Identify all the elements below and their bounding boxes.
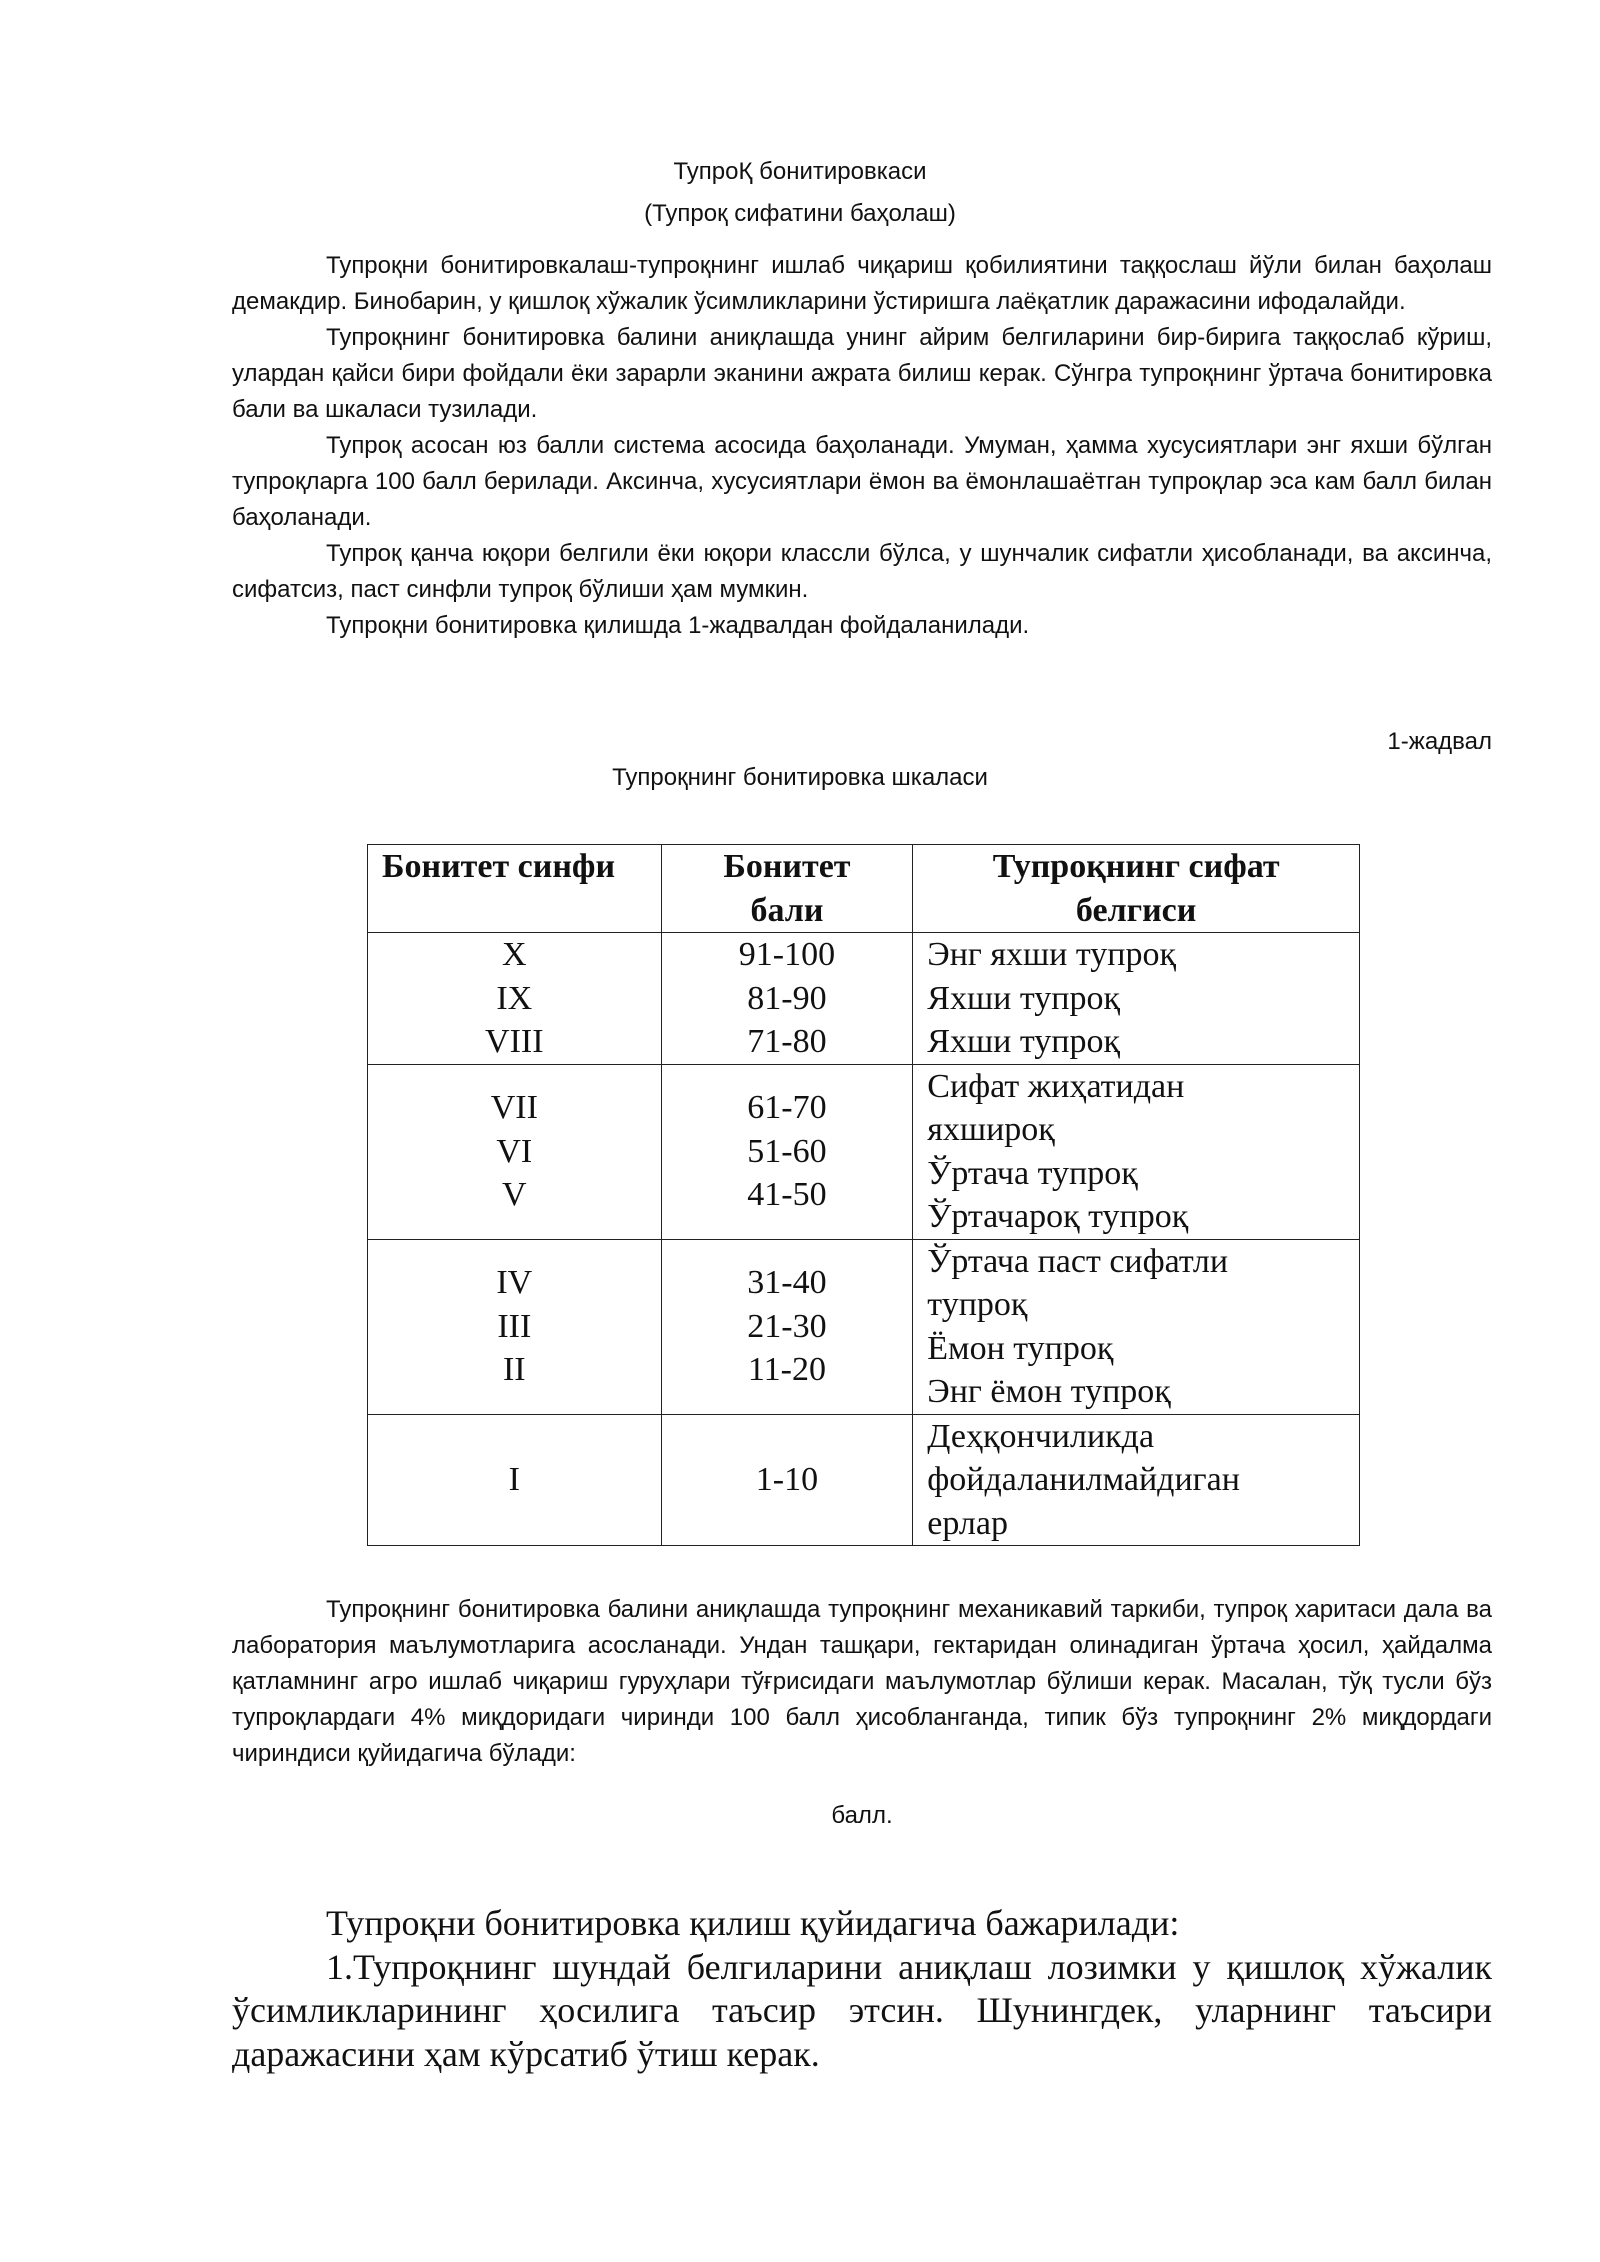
table-row: [368, 1414, 1360, 1546]
after-table-paragraph: Тупроқнинг бонитировка балини аниқлашда тупроқнинг механикавий таркиби, тупроқ харитаси дала ва лаборатория маълумотларига асосланади. Ундан ташқари, гектаридан олинадиган ўртача ҳосил, ҳайдалма қатламнинг агро ишлаб чиқариш гуруҳлари тўғрисидаги маълумотлар бўлиши керак. Масалан, тўқ тусли бўз тупроқлардаги 4% миқдоридаги чиринди 100 балл ҳисобланганда, типик бўз тупроқнинг 2% миқдордаги чириндиси қуйидагича бўлади:: [232, 1596, 1492, 1767]
document-title: ТупроҚ бонитировкаси: [673, 158, 927, 185]
quality-cell: Энг яхши тупроқ Яхши тупроқ Яхши тупроқ: [913, 933, 1360, 1065]
class-cell: X IX VIII: [368, 933, 662, 1065]
header-class: Бонитет синфи: [368, 845, 662, 933]
bonitet-scale-table: [367, 844, 1360, 1546]
class-cell: IV III II: [368, 1239, 662, 1414]
formula-result: балл.: [831, 1802, 893, 1829]
quality-cell: Деҳқончиликда фойдаланилмайдиган ерлар: [913, 1414, 1360, 1546]
header-quality: Тупроқнинг сифат белгиси: [913, 845, 1360, 933]
intro-paragraph: Тупроқни бонитировкалаш-тупроқнинг ишлаб чиқариш қобилиятини таққослаш йўли билан баҳолаш демакдир. Бинобарин, у қишлоқ хўжалик ўсимликларини ўстиришга лаёқатлик даражасини ифодалайди.: [232, 252, 1492, 315]
quality-cell: Сифат жиҳатидан яхшироқ Ўртача тупроқ Ўртачароқ тупроқ: [913, 1064, 1360, 1239]
class-cell: I: [368, 1414, 662, 1546]
intro-text: [232, 248, 1492, 644]
class-cell: VII VI V: [368, 1064, 662, 1239]
procedure-step-1: 1.Тупроқнинг шундай белгиларини аниқлаш лозимки у қишлоқ хўжалик ўсимликларининг ҳосилига таъсир этсин. Шунингдек, уларнинг таъсири даражасини ҳам кўрсатиб ўтиш керак.: [232, 1946, 1492, 2074]
document-subtitle: (Тупроқ сифатини баҳолаш): [644, 200, 956, 227]
intro-paragraph: Тупроқ қанча юқори белгили ёки юқори классли бўлса, у шунчалик сифатли ҳисобланади, ва аксинча, сифатсиз, паст синфли тупроқ бўлиши ҳам мумкин.: [232, 540, 1492, 603]
score-cell: 1-10: [661, 1414, 913, 1546]
procedure-section: [232, 1902, 1492, 2076]
header-score: Бонитет бали: [661, 845, 913, 933]
table-caption: Тупроқнинг бонитировка шкаласи: [612, 764, 988, 791]
procedure-heading: Тупроқни бонитировка қилиш қуйидагича бажарилади:: [326, 1903, 1180, 1943]
score-cell: 61-70 51-60 41-50: [661, 1064, 913, 1239]
table-row: [368, 1064, 1360, 1239]
table-header-row: [368, 845, 1360, 933]
score-cell: 91-100 81-90 71-80: [661, 933, 913, 1065]
table-row: [368, 933, 1360, 1065]
intro-paragraph: Тупроқни бонитировка қилишда 1-жадвалдан фойдаланилади.: [326, 612, 1030, 639]
intro-paragraph: Тупроқнинг бонитировка балини аниқлашда унинг айрим белгиларини бир-бирига таққослаб кўриш, улардан қайси бири фойдали ёки зарарли эканини ажрата билиш керак. Сўнгра тупроқнинг ўртача бонитировка бали ва шкаласи тузилади.: [232, 324, 1492, 423]
table-row: [368, 1239, 1360, 1414]
score-cell: 31-40 21-30 11-20: [661, 1239, 913, 1414]
after-table-text: [232, 1592, 1492, 1772]
table-label: 1-жадвал: [1387, 728, 1492, 755]
quality-cell: Ўртача паст сифатли тупроқ Ёмон тупроқ Энг ёмон тупроқ: [913, 1239, 1360, 1414]
intro-paragraph: Тупроқ асосан юз балли система асосида баҳоланади. Умуман, ҳамма хусусиятлари энг яхши бўлган тупроқларга 100 балл берилади. Аксинча, хусусиятлари ёмон ва ёмонлашаётган тупроқлар эса кам балл билан баҳоланади.: [232, 432, 1492, 531]
